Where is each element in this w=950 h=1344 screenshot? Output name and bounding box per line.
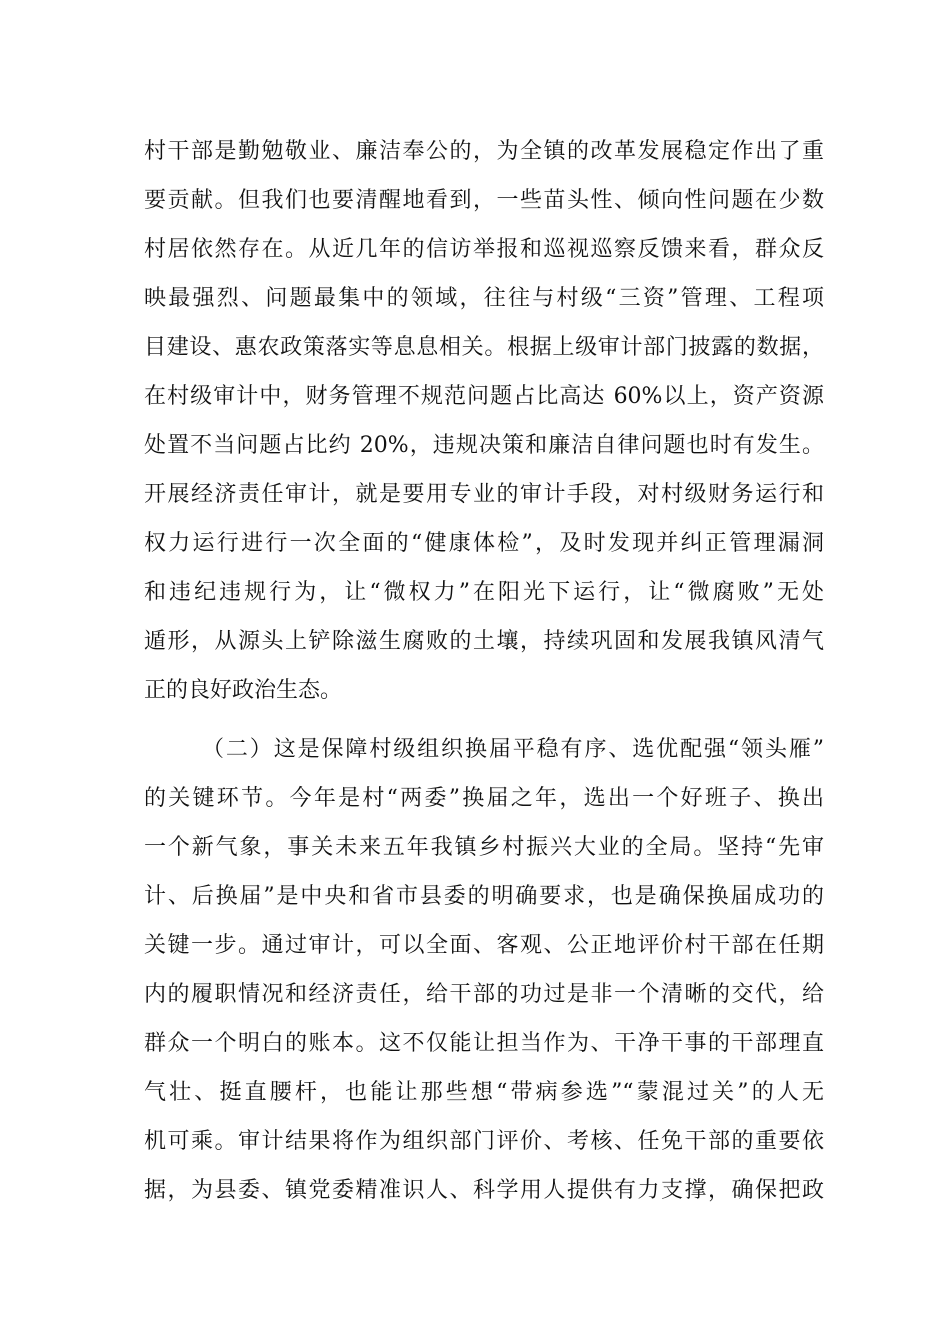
text-line-18: 内的履职情况和经济责任，给干部的功过是非一个清晰的交代，给 bbox=[144, 982, 824, 1007]
text-line-8: 开展经济责任审计，就是要用专业的审计手段，对村级财务运行和 bbox=[144, 482, 824, 507]
text-line-20: 气壮、挺直腰杆，也能让那些想“带病参选”“蒙混过关”的人无 bbox=[144, 1080, 824, 1105]
text-line-4: 映最强烈、问题最集中的领域，往往与村级“三资”管理、工程项 bbox=[144, 286, 824, 311]
text-line-22: 据，为县委、镇党委精准识人、科学用人提供有力支撑，确保把政 bbox=[144, 1178, 824, 1203]
section-heading-line: （二）这是保障村级组织换届平稳有序、选优配强“领头雁” bbox=[202, 737, 824, 762]
text-line-14: 的关键环节。今年是村“两委”换届之年，选出一个好班子、换出 bbox=[144, 786, 824, 811]
text-line-17: 关键一步。通过审计，可以全面、客观、公正地评价村干部在任期 bbox=[144, 933, 824, 958]
text-line-19: 群众一个明白的账本。这不仅能让担当作为、干净干事的干部理直 bbox=[144, 1031, 824, 1056]
text-line-10: 和违纪违规行为，让“微权力”在阳光下运行，让“微腐败”无处 bbox=[144, 580, 824, 605]
text-line-2: 要贡献。但我们也要清醒地看到，一些苗头性、倾向性问题在少数 bbox=[144, 188, 824, 213]
text-line-16: 计、后换届”是中央和省市县委的明确要求，也是确保换届成功的 bbox=[144, 884, 824, 909]
text-line-6: 在村级审计中，财务管理不规范问题占比高达 60%以上，资产资源 bbox=[144, 384, 824, 409]
text-line-12: 正的良好政治生态。 bbox=[144, 678, 343, 703]
text-line-9: 权力运行进行一次全面的“健康体检”，及时发现并纠正管理漏洞 bbox=[144, 531, 824, 556]
text-line-15: 一个新气象，事关未来五年我镇乡村振兴大业的全局。坚持“先审 bbox=[144, 835, 824, 860]
text-line-11: 遁形，从源头上铲除滋生腐败的土壤，持续巩固和发展我镇风清气 bbox=[144, 629, 824, 654]
text-line-21: 机可乘。审计结果将作为组织部门评价、考核、任免干部的重要依 bbox=[144, 1129, 824, 1154]
text-line-3: 村居依然存在。从近几年的信访举报和巡视巡察反馈来看，群众反 bbox=[144, 237, 824, 262]
text-line-5: 目建设、惠农政策落实等息息相关。根据上级审计部门披露的数据， bbox=[144, 335, 824, 360]
text-line-1: 村干部是勤勉敬业、廉洁奉公的，为全镇的改革发展稳定作出了重 bbox=[144, 139, 824, 164]
text-line-7: 处置不当问题占比约 20%，违规决策和廉洁自律问题也时有发生。 bbox=[144, 433, 824, 458]
